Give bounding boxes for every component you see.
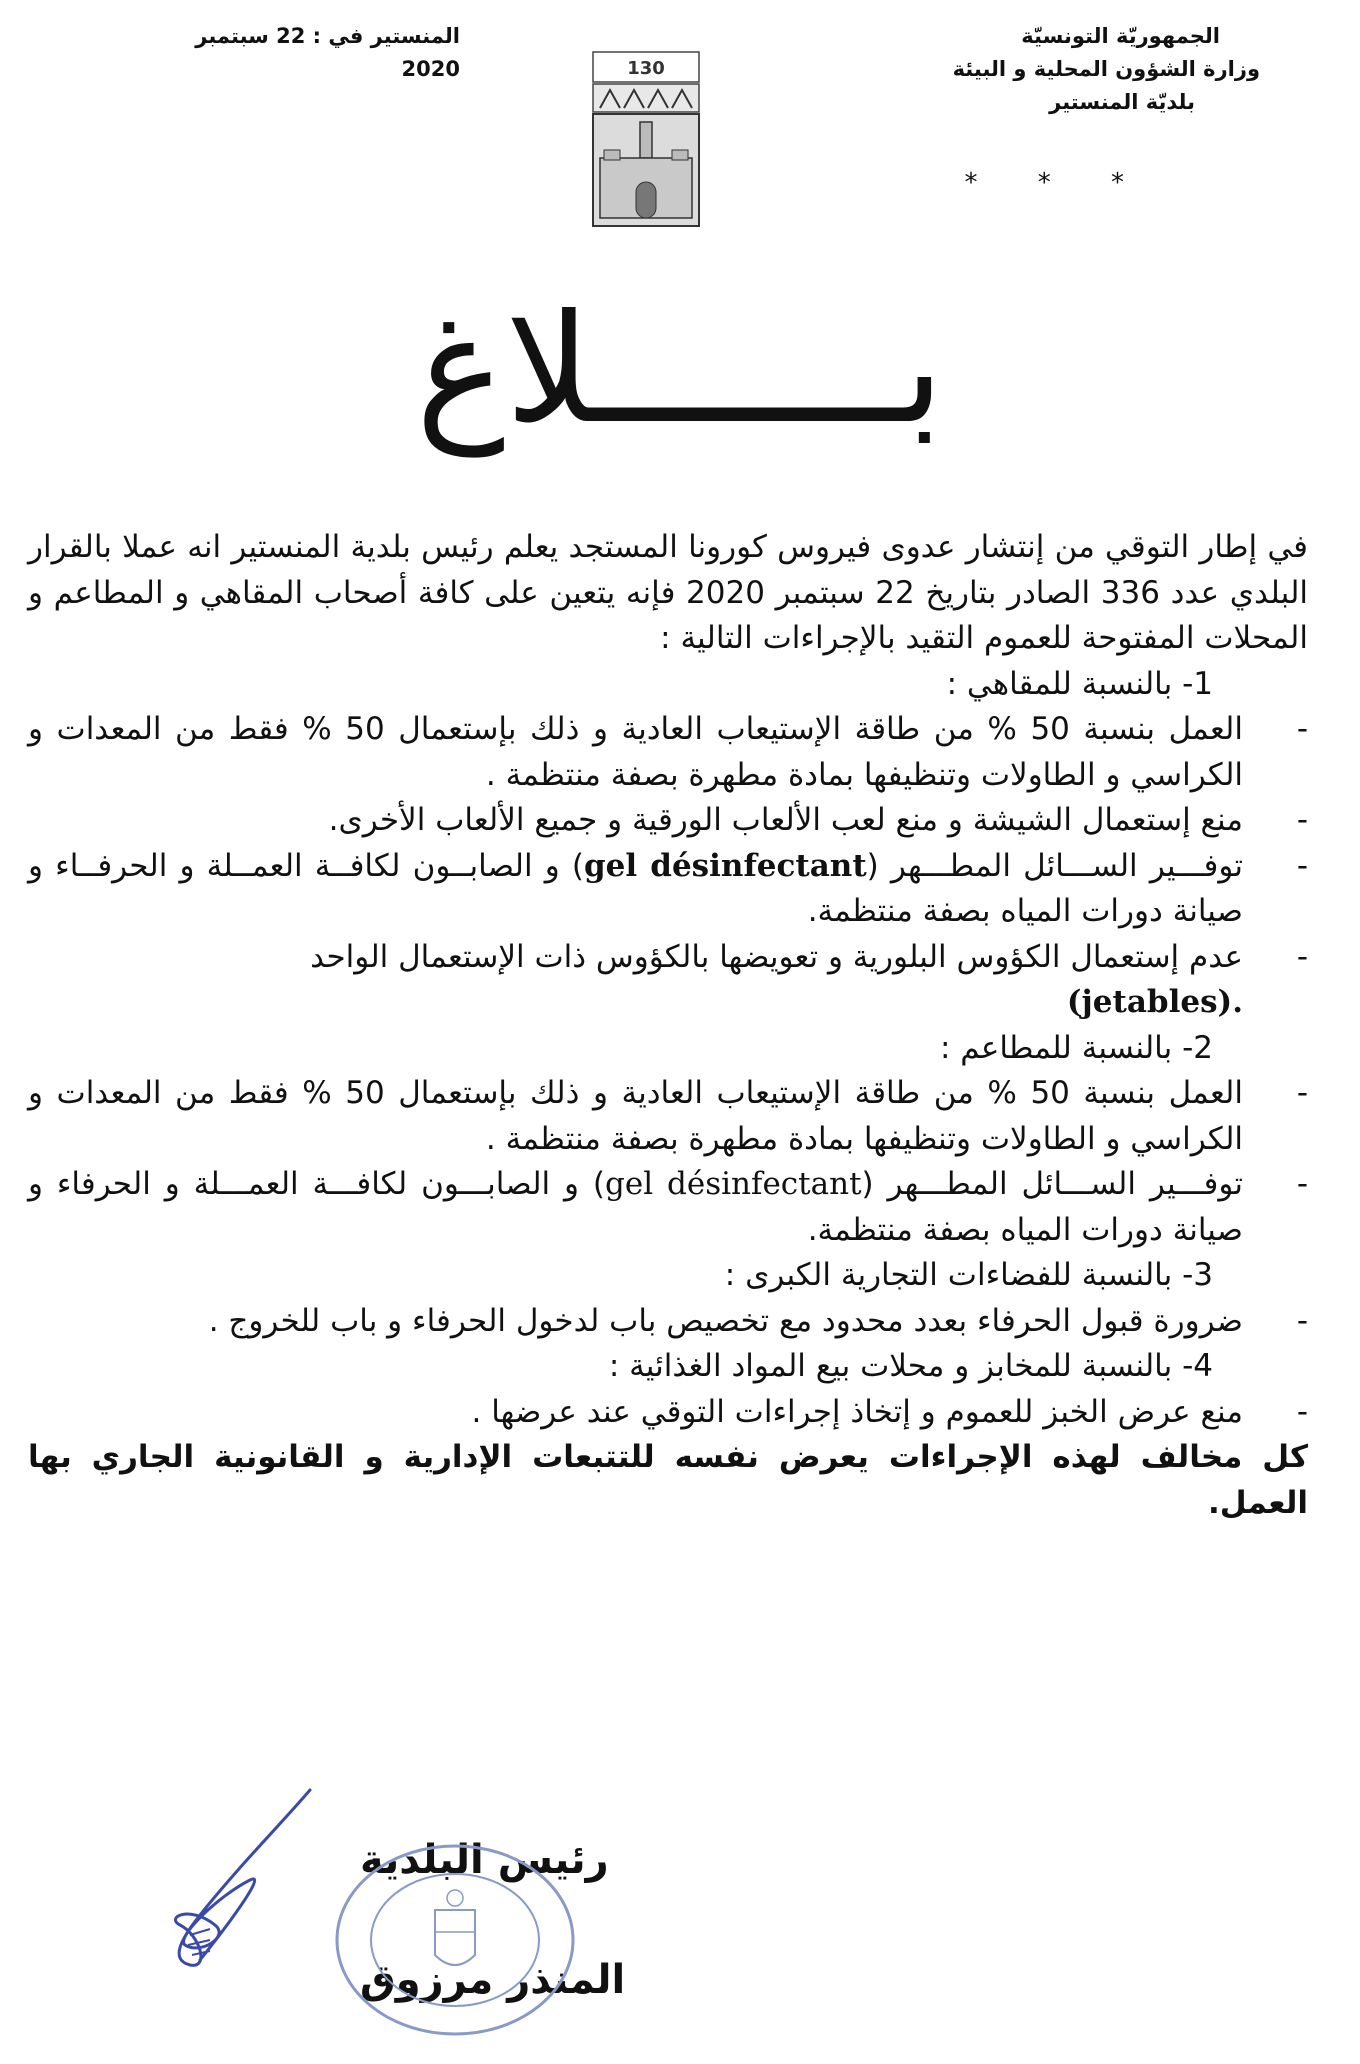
item-text: العمل بنسبة 50 % من طاقة الإستيعاب العادية و ذلك بإستعمال 50 % فقط من المعدات و الكراسي و الطاولات وتنظيفها بمادة مطهرة بصفة منتظمة .	[28, 1075, 1243, 1157]
bullet-dash: -	[1296, 847, 1308, 884]
list-item	[28, 1299, 1308, 1345]
list-item	[28, 707, 1308, 798]
svg-text:130: 130	[627, 58, 665, 79]
bullet-dash: -	[1296, 1166, 1308, 1202]
item-text: ) و الصابــون لكافــة العمــلة و الحرفــاء و صيانة دورات المياه بصفة منتظمة.	[28, 847, 1243, 929]
closing-statement: كل مخالف لهذه الإجراءات يعرض نفسه للتتبعات الإدارية و القانونية الجاري بها العمل.	[28, 1439, 1308, 1521]
bullet-dash: -	[1296, 1075, 1308, 1111]
notice-title: بـــــــلاغ	[415, 283, 945, 457]
bullet-dash: -	[1296, 802, 1308, 838]
item-latin-term: gel désinfectant	[605, 1166, 862, 1202]
intro-paragraph: في إطار التوقي من إنتشار عدوى فيروس كورونا المستجد يعلم رئيس بلدية المنستير انه عملا بالقرار البلدي عدد 336 الصادر بتاريخ 22 سبتمبر 2020 فإنه يتعين على كافة أصحاب المقاهي و المطاعم و المحلات المفتوحة للعموم التقيد بالإجراءات التالية :	[28, 529, 1308, 656]
list-item	[28, 844, 1308, 935]
list-item	[28, 1071, 1308, 1162]
republic-name: الجمهوريّة التونسيّة	[1021, 24, 1220, 48]
item-text: ضرورة قبول الحرفاء بعدد محدود مع تخصيص باب لدخول الحرفاء و باب للخروج .	[208, 1302, 1243, 1339]
municipality-name: بلديّة المنستير	[1049, 90, 1195, 114]
section-restaurants-heading: 2- بالنسبة للمطاعم :	[939, 1029, 1213, 1066]
item-text: ) و الصابـــون لكافـــة العمـــلة و الحرفاء و صيانة دورات المياه بصفة منتظمة.	[28, 1166, 1243, 1248]
bullet-dash: -	[1296, 1302, 1308, 1339]
handwritten-signature-icon	[160, 1785, 320, 1975]
item-latin-term: (jetables).	[1066, 984, 1243, 1020]
date-line: المنستير في : 22 سبتمبر 2020	[195, 24, 460, 81]
header-stars: * * *	[964, 168, 1150, 198]
item-text: توفـــير الســـائل المطـــهر (	[861, 1166, 1244, 1202]
bullet-dash: -	[1296, 938, 1308, 975]
signatory-name: المنذر مرزوق	[360, 1957, 626, 2003]
section-malls-heading: 3- بالنسبة للفضاءات التجارية الكبرى :	[724, 1257, 1213, 1293]
monastir-emblem-icon	[590, 50, 702, 230]
official-stamp-icon	[330, 1840, 580, 2040]
section-bakeries-heading: 4- بالنسبة للمخابز و محلات بيع المواد الغذائية :	[608, 1348, 1213, 1384]
item-text: توفـــير الســـائل المطـــهر (	[866, 847, 1243, 884]
item-text: منع عرض الخبز للعموم و إتخاذ إجراءات التوقي عند عرضها .	[471, 1393, 1243, 1430]
ministry-name: وزارة الشؤون المحلية و البيئة	[952, 57, 1260, 81]
bullet-dash: -	[1296, 1393, 1308, 1430]
item-text: العمل بنسبة 50 % من طاقة الإستيعاب العادية و ذلك بإستعمال 50 % فقط من المعدات و الكراسي و الطاولات وتنظيفها بمادة مطهرة بصفة منتظمة .	[28, 711, 1243, 793]
list-item	[28, 1390, 1308, 1436]
section-cafes-heading: 1- بالنسبة للمقاهي :	[946, 665, 1213, 702]
item-latin-term: gel désinfectant	[583, 847, 867, 884]
letterhead	[900, 20, 1260, 119]
list-item	[28, 935, 1308, 1026]
item-text: عدم إستعمال الكؤوس البلورية و تعويضها بالكؤوس ذات الإستعمال الواحد	[310, 938, 1243, 975]
signatory-title: رئيس البلدية	[360, 1837, 609, 1883]
list-item	[28, 798, 1308, 844]
item-text: منع إستعمال الشيشة و منع لعب الألعاب الورقية و جميع الألعاب الأخرى.	[328, 802, 1243, 838]
notice-body	[28, 525, 1308, 1526]
bullet-dash: -	[1296, 711, 1308, 747]
list-item	[28, 1162, 1308, 1253]
